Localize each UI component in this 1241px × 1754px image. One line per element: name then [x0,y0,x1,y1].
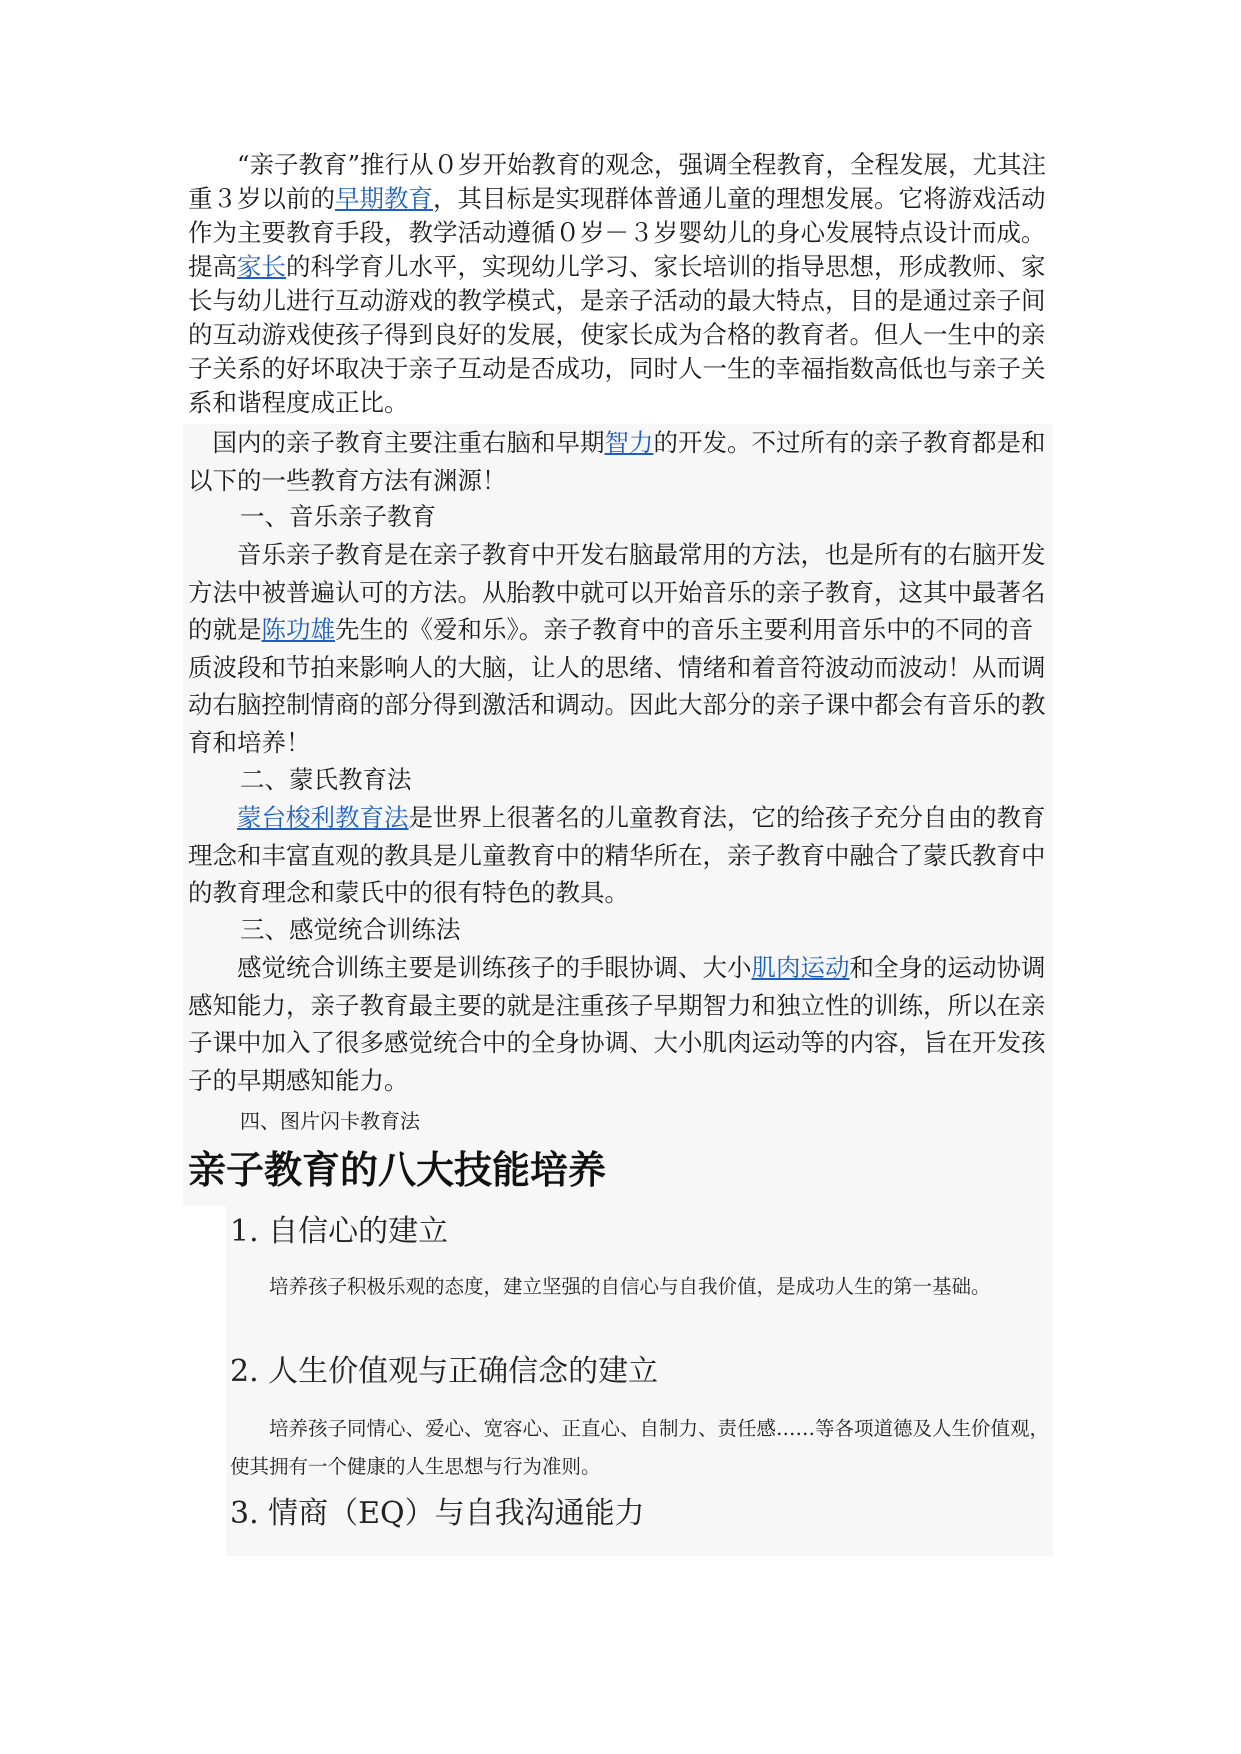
skill-1-title: 1. 自信心的建立 [230,1214,449,1249]
link-muscle-movement[interactable]: 肌肉运动 [751,953,850,982]
method-3-text-1: 感觉统合训练主要是训练孩子的手眼协调、大小 [237,953,752,982]
method-1-text-1: 音乐亲子教育是在亲子教育中开发右脑最常用的方法，也是所有的右脑开发方法中被普遍认可的方法。从胎教中就可以开始音乐的亲子教育，这其中最著名的就是 [188,540,1046,644]
intro-text-1: “亲子教育”推行从０岁开始教育的观念，强调全程教育，全程发展，尤其注重３岁以前的 [188,150,1047,213]
method-2-heading: 二、蒙氏教育法 [240,765,412,794]
skill-3-title: 3. 情商（EQ）与自我沟通能力 [230,1496,645,1531]
intro-text-3: 的科学育儿水平，实现幼儿学习、家长培训的指导思想，形成教师、家长与幼儿进行互动游戏的教学模式，是亲子活动的最大特点，目的是通过亲子间的互动游戏使孩子得到良好的发展，使家长成为合格的教育者。但人一生中的亲子关系的好坏取决于亲子互动是否成功，同时人一生的幸福指数高低也与亲子关系和谐程度成正比。 [188,252,1046,417]
method-3-paragraph [188,949,1050,1099]
method-2-paragraph [188,799,1050,912]
link-chen-gongxiong[interactable]: 陈功雄 [261,615,335,644]
link-montessori[interactable]: 蒙台梭利教育法 [237,803,409,832]
domestic-text-1: 国内的亲子教育主要注重右脑和早期 [212,428,605,457]
method-3-text-2: 和全身的运动协调感知能力，亲子教育最主要的就是注重孩子早期智力和独立性的训练，所以在亲子课中加入了很多感觉统合中的全身协调、大小肌肉运动等的内容，旨在开发孩子的早期感知能力。 [188,953,1046,1095]
intro-text-2: ，其目标是实现群体普通儿童的理想发展。它将游戏活动作为主要教育手段，教学活动遵循０岁－３岁婴幼儿的身心发展特点设计而成。提高 [188,184,1046,281]
link-early-education[interactable]: 早期教育 [335,184,433,213]
method-3-heading: 三、感觉统合训练法 [240,915,461,944]
method-1-text-2: 先生的《爱和乐》。亲子教育中的音乐主要利用音乐中的不同的音质波段和节拍来影响人的大脑，让人的思绪、情绪和着音符波动而波动！从而调动右脑控制情商的部分得到激活和调动。因此大部分的亲子课中都会有音乐的教育和培养！ [188,615,1046,757]
link-intelligence[interactable]: 智力 [604,428,654,457]
domestic-paragraph [188,424,1050,499]
intro-paragraph [188,148,1050,420]
method-1-paragraph [188,536,1050,761]
link-parents[interactable]: 家长 [237,252,286,281]
skill-2-desc: 培养孩子同情心、爱心、宽容心、正直心、自制力、责任感……等各项道德及人生价值观，使其拥有一个健康的人生思想与行为准则。 [230,1417,1050,1478]
method-1-heading: 一、音乐亲子教育 [240,502,436,531]
skill-1-desc: 培养孩子积极乐观的态度，建立坚强的自信心与自我价值，是成功人生的第一基础。 [269,1275,991,1298]
domestic-text-2: 的开发。不过所有的亲子教育都是和以下的一些教育方法有渊源！ [188,428,1046,495]
skill-2-title: 2. 人生价值观与正确信念的建立 [230,1354,659,1389]
method-4-heading: 四、图片闪卡教育法 [240,1109,420,1133]
skills-title: 亲子教育的八大技能培养 [188,1148,607,1192]
method-2-text-1: 是世界上很著名的儿童教育法，它的给孩子充分自由的教育理念和丰富直观的教具是儿童教育中的精华所在，亲子教育中融合了蒙氏教育中的教育理念和蒙氏中的很有特色的教具。 [188,803,1046,907]
